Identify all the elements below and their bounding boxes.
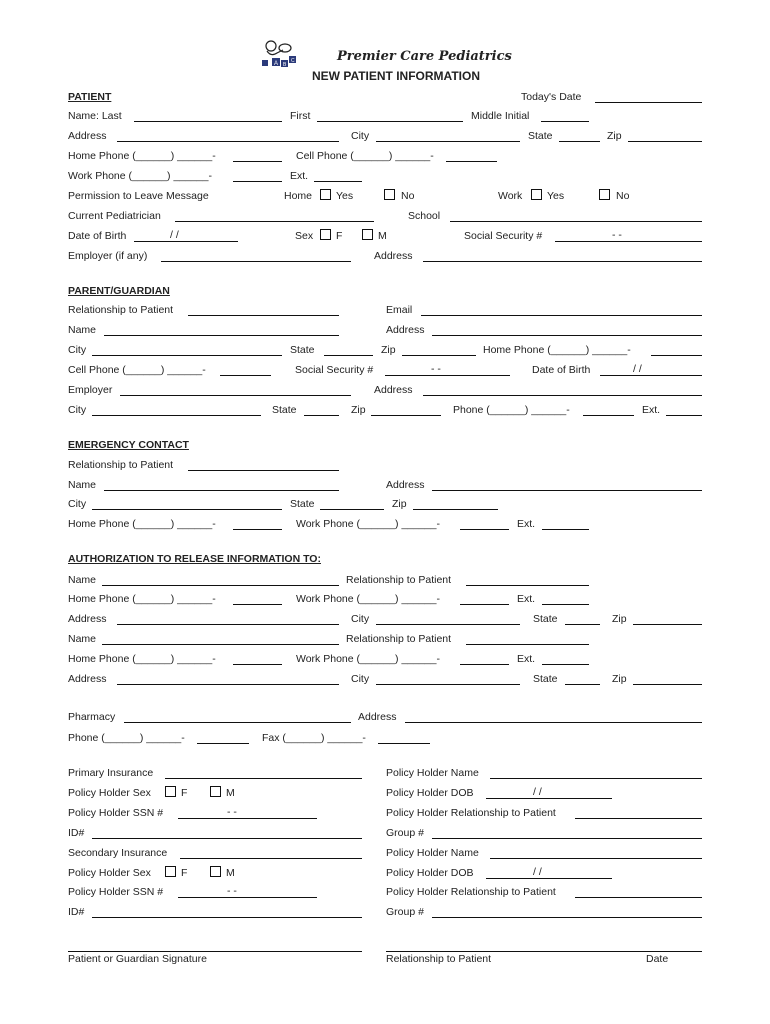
auth2-address-label: Address [68, 673, 107, 685]
primary-holder-dob-field[interactable] [486, 798, 612, 799]
emergency-state-field[interactable] [320, 509, 384, 510]
school-field[interactable] [450, 221, 702, 222]
secondary-sex-m-label: M [226, 867, 235, 879]
auth2-zip-field[interactable] [633, 684, 702, 685]
svg-text:C: C [291, 58, 295, 64]
employer-address-field[interactable] [423, 261, 702, 262]
parent-relationship-label: Relationship to Patient [68, 304, 174, 316]
home-yes-checkbox[interactable] [320, 189, 331, 200]
emergency-state-label: State [290, 498, 315, 510]
auth2-name-label: Name [68, 633, 97, 645]
primary-holder-relationship-field[interactable] [575, 818, 702, 819]
last-name-field[interactable] [134, 121, 282, 122]
parent-zip-label: Zip [381, 344, 396, 356]
secondary-ssn-dashes: - - [227, 885, 237, 897]
auth1-work-phone-field[interactable] [460, 604, 509, 605]
parent-state-label: State [290, 344, 315, 356]
parent-city-field[interactable] [92, 355, 282, 356]
primary-dob-slashes: / / [533, 786, 542, 798]
parent-address-field[interactable] [432, 335, 702, 336]
parent-emp-city-label: City [68, 404, 87, 416]
sex-f-label: F [336, 230, 343, 242]
emergency-city-field[interactable] [92, 509, 282, 510]
work-no-label: No [616, 190, 630, 202]
parent-name-label: Name [68, 324, 97, 336]
parent-emp-zip-field[interactable] [371, 415, 441, 416]
sex-f-checkbox[interactable] [320, 229, 331, 240]
parent-city-label: City [68, 344, 87, 356]
parent-cell-label: Cell Phone (______) ______- [68, 364, 206, 376]
pharmacy-fax-label: Fax (______) ______- [262, 732, 366, 744]
primary-holder-relationship-label: Policy Holder Relationship to Patient [386, 807, 556, 819]
primary-group-label: Group # [386, 827, 424, 839]
parent-dob-label: Date of Birth [532, 364, 591, 376]
auth1-city-field[interactable] [376, 624, 520, 625]
home-msg-label: Home [284, 190, 313, 202]
employer-label: Employer (if any) [68, 250, 148, 262]
parent-emp-city-field[interactable] [92, 415, 261, 416]
pharmacy-label: Pharmacy [68, 711, 116, 723]
secondary-holder-dob-field[interactable] [486, 878, 612, 879]
form-title: NEW PATIENT INFORMATION [312, 69, 480, 83]
work-msg-label: Work [498, 190, 523, 202]
auth2-state-field[interactable] [565, 684, 600, 685]
permission-label: Permission to Leave Message [68, 190, 209, 202]
home-no-label: No [401, 190, 415, 202]
auth1-ext-field[interactable] [542, 604, 589, 605]
parent-emp-state-field[interactable] [304, 415, 339, 416]
auth2-name-field[interactable] [102, 644, 339, 645]
secondary-holder-name-field[interactable] [490, 858, 702, 859]
dob-slashes: / / [170, 229, 179, 241]
auth1-relationship-field[interactable] [466, 585, 589, 586]
emergency-name-field[interactable] [104, 490, 339, 491]
pharmacy-field[interactable] [124, 722, 351, 723]
auth1-ext-label: Ext. [517, 593, 536, 605]
auth2-work-phone-field[interactable] [460, 664, 509, 665]
primary-holder-dob-label: Policy Holder DOB [386, 787, 474, 799]
emergency-address-label: Address [386, 479, 425, 491]
baby-blocks-logo [259, 38, 299, 72]
pharmacy-fax-field[interactable] [378, 743, 430, 744]
auth1-address-field[interactable] [117, 624, 339, 625]
emergency-work-phone-label: Work Phone (______) ______- [296, 518, 440, 530]
auth1-home-phone-field[interactable] [233, 604, 282, 605]
primary-id-label: ID# [68, 827, 85, 839]
emergency-ext-field[interactable] [542, 529, 589, 530]
emergency-heading: EMERGENCY CONTACT [68, 439, 189, 451]
parent-heading: PARENT/GUARDIAN [68, 285, 170, 297]
secondary-sex-f-label: F [181, 867, 188, 879]
authorization-heading: AUTHORIZATION TO RELEASE INFORMATION TO: [68, 553, 321, 565]
state-field[interactable] [559, 141, 600, 142]
primary-holder-ssn-label: Policy Holder SSN # [68, 807, 164, 819]
parent-home-phone-field[interactable] [651, 355, 702, 356]
auth1-relationship-label: Relationship to Patient [346, 574, 452, 586]
emergency-name-label: Name [68, 479, 97, 491]
auth2-city-label: City [351, 673, 370, 685]
dob-field[interactable] [134, 241, 238, 242]
cell-phone-field[interactable] [446, 161, 497, 162]
pediatrician-field[interactable] [175, 221, 374, 222]
parent-ssn-field[interactable] [385, 375, 510, 376]
todays-date-field[interactable] [595, 102, 702, 103]
primary-insurance-field[interactable] [165, 778, 362, 779]
auth2-work-phone-label: Work Phone (______) ______- [296, 653, 440, 665]
emergency-home-phone-label: Home Phone (______) ______- [68, 518, 216, 530]
primary-sex-f-label: F [181, 787, 188, 799]
ext-field[interactable] [314, 181, 362, 182]
parent-email-label: Email [386, 304, 413, 316]
auth2-ext-field[interactable] [542, 664, 589, 665]
work-no-checkbox[interactable] [599, 189, 610, 200]
signature-line[interactable] [68, 951, 362, 952]
parent-state-field[interactable] [324, 355, 373, 356]
primary-sex-m-checkbox[interactable] [210, 786, 221, 797]
work-phone-label: Work Phone (______) ______- [68, 170, 212, 182]
employer-field[interactable] [161, 261, 351, 262]
parent-ssn-label: Social Security # [295, 364, 374, 376]
parent-emp-phone-label: Phone (______) ______- [453, 404, 570, 416]
secondary-id-label: ID# [68, 906, 85, 918]
ssn-label: Social Security # [464, 230, 543, 242]
parent-emp-zip-label: Zip [351, 404, 366, 416]
address-field[interactable] [117, 141, 339, 142]
middle-initial-label: Middle Initial [471, 110, 530, 122]
sex-m-label: M [378, 230, 387, 242]
parent-employer-field[interactable] [120, 395, 351, 396]
secondary-holder-name-label: Policy Holder Name [386, 847, 479, 859]
secondary-group-label: Group # [386, 906, 424, 918]
auth1-work-phone-label: Work Phone (______) ______- [296, 593, 440, 605]
auth2-relationship-label: Relationship to Patient [346, 633, 452, 645]
primary-id-field[interactable] [92, 838, 362, 839]
auth1-zip-label: Zip [612, 613, 627, 625]
signature-relationship-label: Relationship to Patient [386, 953, 492, 965]
auth1-home-phone-label: Home Phone (______) ______- [68, 593, 216, 605]
auth1-state-label: State [533, 613, 558, 625]
parent-relationship-field[interactable] [188, 315, 339, 316]
ssn-field[interactable] [555, 241, 702, 242]
parent-emp-ext-label: Ext. [642, 404, 661, 416]
home-phone-label: Home Phone (______) ______- [68, 150, 216, 162]
city-field[interactable] [376, 141, 520, 142]
parent-emp-address-field[interactable] [423, 395, 702, 396]
last-name-label: Name: Last [68, 110, 122, 122]
auth1-name-field[interactable] [102, 585, 339, 586]
auth1-address-label: Address [68, 613, 107, 625]
auth2-relationship-field[interactable] [466, 644, 589, 645]
secondary-holder-ssn-label: Policy Holder SSN # [68, 886, 164, 898]
home-phone-field[interactable] [233, 161, 282, 162]
primary-sex-f-checkbox[interactable] [165, 786, 176, 797]
parent-ssn-dashes: - - [431, 363, 441, 375]
secondary-holder-dob-label: Policy Holder DOB [386, 867, 474, 879]
employer-address-label: Address [374, 250, 413, 262]
middle-initial-field[interactable] [541, 121, 589, 122]
emergency-work-phone-field[interactable] [460, 529, 509, 530]
first-name-label: First [290, 110, 311, 122]
primary-sex-m-label: M [226, 787, 235, 799]
sex-m-checkbox[interactable] [362, 229, 373, 240]
zip-label: Zip [607, 130, 622, 142]
emergency-home-phone-field[interactable] [233, 529, 282, 530]
address-label: Address [68, 130, 107, 142]
auth2-zip-label: Zip [612, 673, 627, 685]
sex-label: Sex [295, 230, 314, 242]
primary-holder-name-field[interactable] [490, 778, 702, 779]
parent-emp-address-label: Address [374, 384, 413, 396]
emergency-relationship-field[interactable] [188, 470, 339, 471]
secondary-holder-relationship-label: Policy Holder Relationship to Patient [386, 886, 556, 898]
auth1-state-field[interactable] [565, 624, 600, 625]
school-label: School [408, 210, 441, 222]
parent-zip-field[interactable] [402, 355, 476, 356]
primary-insurance-label: Primary Insurance [68, 767, 154, 779]
home-no-checkbox[interactable] [384, 189, 395, 200]
city-label: City [351, 130, 370, 142]
parent-dob-slashes: / / [633, 363, 642, 375]
auth2-state-label: State [533, 673, 558, 685]
secondary-holder-relationship-field[interactable] [575, 897, 702, 898]
secondary-insurance-label: Secondary Insurance [68, 847, 168, 859]
secondary-holder-ssn-field[interactable] [178, 897, 317, 898]
parent-home-phone-label: Home Phone (______) ______- [483, 344, 631, 356]
secondary-holder-sex-label: Policy Holder Sex [68, 867, 151, 879]
secondary-group-field[interactable] [432, 917, 702, 918]
brand-name: Premier Care Pediatrics [337, 49, 512, 64]
auth2-home-phone-label: Home Phone (______) ______- [68, 653, 216, 665]
signature-label: Patient or Guardian Signature [68, 953, 207, 965]
pharmacy-address-label: Address [358, 711, 397, 723]
dob-label: Date of Birth [68, 230, 127, 242]
emergency-zip-field[interactable] [413, 509, 498, 510]
secondary-dob-slashes: / / [533, 866, 542, 878]
state-label: State [528, 130, 553, 142]
ssn-dashes: - - [612, 229, 622, 241]
patient-heading: PATIENT [68, 91, 112, 103]
pharmacy-phone-field[interactable] [197, 743, 249, 744]
primary-holder-name-label: Policy Holder Name [386, 767, 479, 779]
cell-phone-label: Cell Phone (______) ______- [296, 150, 434, 162]
emergency-city-label: City [68, 498, 87, 510]
secondary-sex-m-checkbox[interactable] [210, 866, 221, 877]
svg-text:A: A [274, 61, 279, 67]
parent-emp-phone-field[interactable] [583, 415, 634, 416]
parent-email-field[interactable] [421, 315, 702, 316]
auth1-city-label: City [351, 613, 370, 625]
parent-employer-label: Employer [68, 384, 113, 396]
first-name-field[interactable] [317, 121, 463, 122]
auth1-name-label: Name [68, 574, 97, 586]
auth2-city-field[interactable] [376, 684, 520, 685]
pharmacy-address-field[interactable] [405, 722, 702, 723]
parent-dob-field[interactable] [600, 375, 702, 376]
work-yes-label: Yes [547, 190, 565, 202]
secondary-insurance-field[interactable] [180, 858, 362, 859]
parent-name-field[interactable] [104, 335, 339, 336]
primary-holder-ssn-field[interactable] [178, 818, 317, 819]
emergency-address-field[interactable] [432, 490, 702, 491]
parent-address-label: Address [386, 324, 425, 336]
todays-date-label: Today's Date [521, 91, 582, 103]
secondary-sex-f-checkbox[interactable] [165, 866, 176, 877]
parent-cell-field[interactable] [220, 375, 271, 376]
pediatrician-label: Current Pediatrician [68, 210, 161, 222]
home-yes-label: Yes [336, 190, 354, 202]
parent-emp-state-label: State [272, 404, 297, 416]
work-yes-checkbox[interactable] [531, 189, 542, 200]
emergency-relationship-label: Relationship to Patient [68, 459, 174, 471]
primary-ssn-dashes: - - [227, 806, 237, 818]
auth2-address-field[interactable] [117, 684, 339, 685]
emergency-zip-label: Zip [392, 498, 407, 510]
secondary-id-field[interactable] [92, 917, 362, 918]
parent-emp-ext-field[interactable] [666, 415, 702, 416]
relationship-date-line[interactable] [386, 951, 702, 952]
primary-holder-sex-label: Policy Holder Sex [68, 787, 151, 799]
work-phone-field[interactable] [233, 181, 282, 182]
emergency-ext-label: Ext. [517, 518, 536, 530]
ext-label: Ext. [290, 170, 309, 182]
auth2-ext-label: Ext. [517, 653, 536, 665]
signature-date-label: Date [646, 953, 669, 965]
pharmacy-phone-label: Phone (______) ______- [68, 732, 185, 744]
svg-text:B: B [283, 62, 287, 68]
auth1-zip-field[interactable] [633, 624, 702, 625]
primary-group-field[interactable] [432, 838, 702, 839]
auth2-home-phone-field[interactable] [233, 664, 282, 665]
zip-field[interactable] [628, 141, 702, 142]
